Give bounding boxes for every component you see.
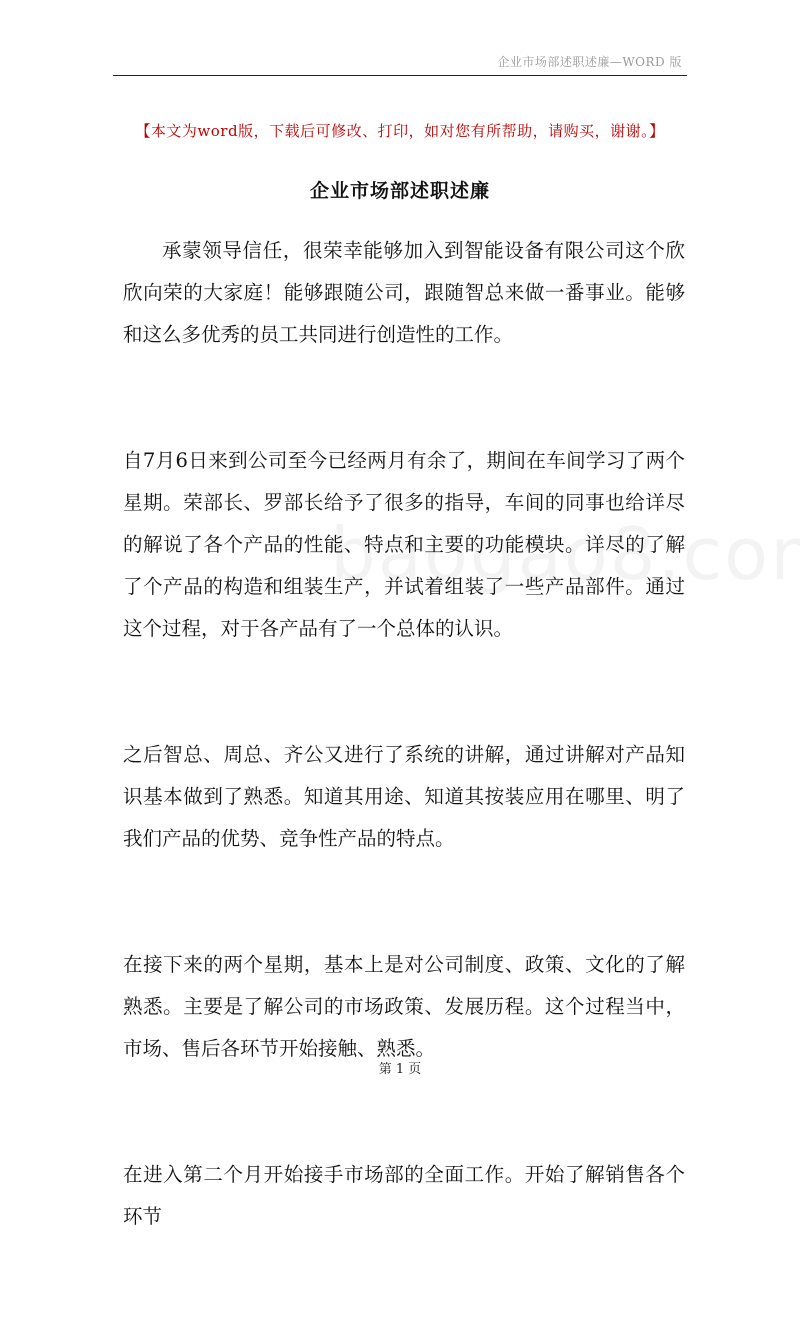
- paragraph: 之后智总、周总、齐公又进行了系统的讲解，通过讲解对产品知识基本做到了熟悉。知道其用途、知道其按装应用在哪里、明了我们产品的优势、竞争性产品的特点。: [123, 743, 685, 850]
- paragraph: 在进入第二个月开始接手市场部的全面工作。开始了解销售各个环节: [123, 1163, 685, 1228]
- document-title: 企业市场部述职述廉: [309, 180, 490, 202]
- header-divider: [113, 75, 687, 76]
- paragraph: 承蒙领导信任，很荣幸能够加入到智能设备有限公司这个欣欣向荣的大家庭！能够跟随公司，跟随智总来做一番事业。能够和这么多优秀的员工共同进行创造性的工作。: [123, 239, 685, 346]
- page-number: 第 1 页: [378, 1062, 422, 1077]
- download-notice: 【本文为word版，下载后可修改、打印，如对您有所帮助，请购买，谢谢。】: [135, 122, 665, 140]
- page-header: 企业市场部述职述廉—WORD 版: [497, 55, 682, 69]
- document-body: [123, 230, 685, 1322]
- paragraph: 自7月6日来到公司至今已经两月有余了，期间在车间学习了两个星期。荣部长、罗部长给予了很多的指导，车间的同事也给详尽的解说了各个产品的性能、特点和主要的功能模块。详尽的了解了个产品的构造和组装生产，并试着组装了一些产品部件。通过这个过程，对于各产品有了一个总体的认识。: [123, 449, 685, 640]
- paragraph: 在接下来的两个星期，基本上是对公司制度、政策、文化的了解熟悉。主要是了解公司的市场政策、发展历程。这个过程当中，市场、售后各环节开始接触、熟悉。: [123, 953, 685, 1060]
